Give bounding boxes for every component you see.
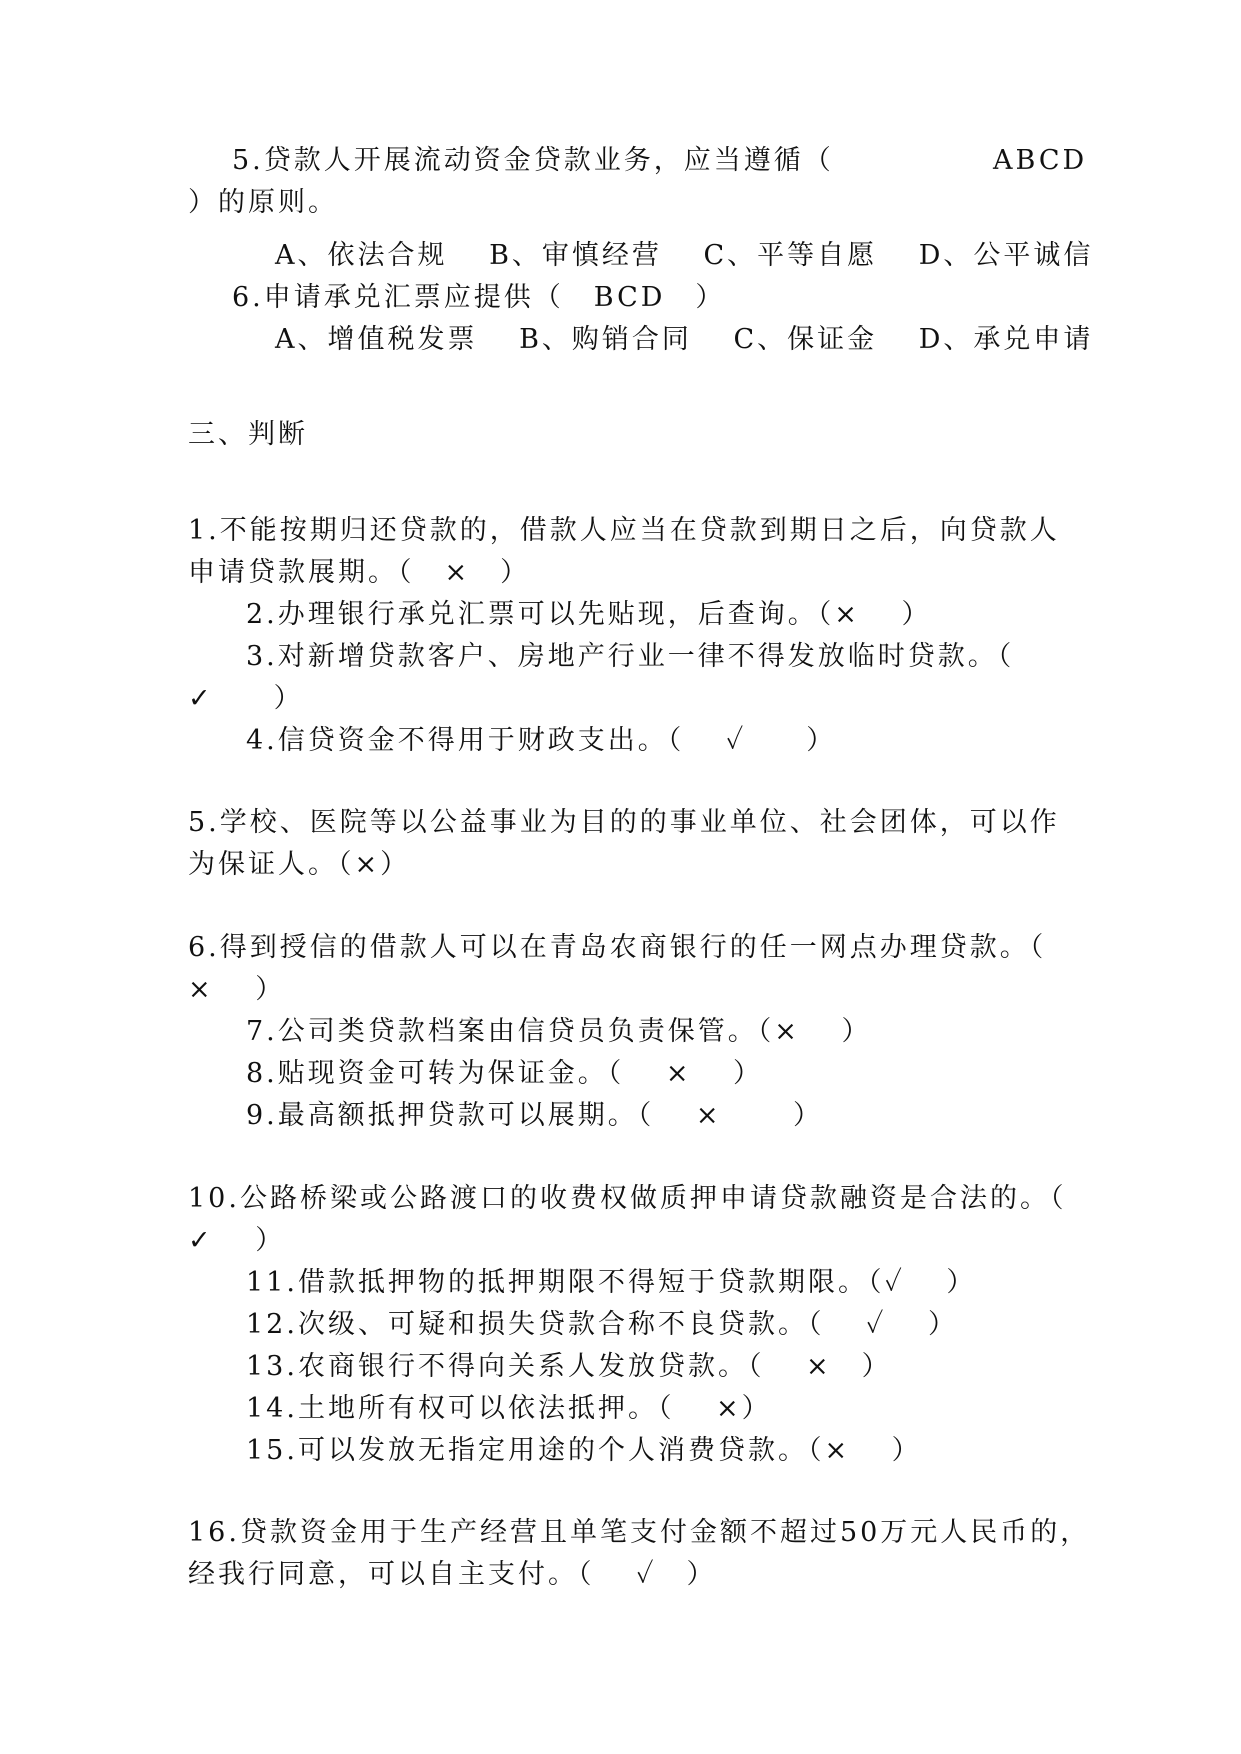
question-6-options: A、增值税发票 B、购销合同 C、保证金 D、承兑申请: [275, 324, 1094, 355]
judgement-line: 13.农商银行不得向关系人发放贷款。（ × ）: [246, 1351, 892, 1382]
judgement-line: 10.公路桥梁或公路渡口的收费权做质押申请贷款融资是合法的。（: [188, 1183, 1067, 1214]
judgement-line: 3.对新增贷款客户、房地产行业一律不得发放临时贷款。（: [246, 641, 1015, 672]
judgement-line: ✓ ）: [188, 683, 304, 714]
judgement-line: 5.学校、医院等以公益事业为目的的事业单位、社会团体，可以作: [188, 807, 1060, 838]
judgement-line: 14.土地所有权可以依法抵押。（ ×）: [246, 1393, 772, 1424]
judgement-line: 2.办理银行承兑汇票可以先贴现，后查询。（× ）: [246, 599, 932, 630]
judgement-line: 9.最高额抵押贷款可以展期。（ × ）: [246, 1100, 824, 1131]
section-heading: 三、判断: [188, 419, 308, 450]
judgement-line: 12.次级、可疑和损失贷款合称不良贷款。（ ✓ ）: [246, 1309, 959, 1340]
judgement-line: ✓ ）: [188, 1225, 286, 1256]
judgement-line: 7.公司类贷款档案由信贷员负责保管。（× ）: [246, 1016, 872, 1047]
judgement-line: 16.贷款资金用于生产经营且单笔支付金额不超过50万元人民币的，: [188, 1517, 1091, 1548]
judgement-line: 4.信贷资金不得用于财政支出。（ ✓ ）: [246, 725, 837, 756]
judgement-line: 15.可以发放无指定用途的个人消费贷款。（× ）: [246, 1435, 922, 1466]
judgement-line: × ）: [188, 974, 286, 1005]
judgement-line: 8.贴现资金可转为保证金。（ × ）: [246, 1058, 764, 1089]
judgement-line: 经我行同意，可以自主支付。（ ✓ ）: [188, 1559, 717, 1590]
judgement-line: 申请贷款展期。（ × ）: [188, 557, 531, 588]
judgement-line: 11.借款抵押物的抵押期限不得短于贷款期限。（✓ ）: [246, 1267, 977, 1298]
judgement-line: 1.不能按期归还贷款的，借款人应当在贷款到期日之后，向贷款人: [188, 515, 1060, 546]
judgement-line: 为保证人。（×）: [188, 849, 411, 880]
question-6-stem: 6.申请承兑汇票应提供（ BCD ）: [232, 282, 726, 313]
question-5-options: A、依法合规 B、审慎经营 C、平等自愿 D、公平诚信: [275, 240, 1094, 271]
question-5-line2: ）的原则。: [188, 187, 338, 218]
question-5-line1: 5.贷款人开展流动资金贷款业务，应当遵循（: [232, 145, 834, 176]
question-5-answer: ABCD: [993, 145, 1088, 176]
judgement-line: 6.得到授信的借款人可以在青岛农商银行的任一网点办理贷款。（: [188, 932, 1047, 963]
